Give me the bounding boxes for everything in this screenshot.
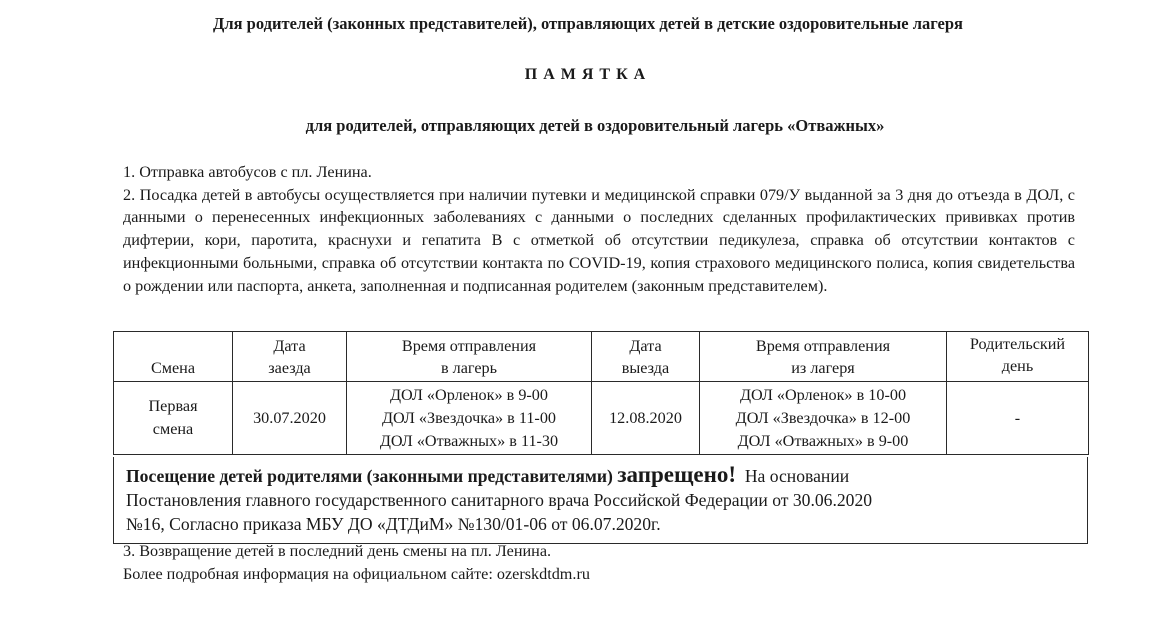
instruction-item-2: 2. Посадка детей в автобусы осуществляется при наличии путевки и медицинской справки 079/У выданной за 3 дня до отъезда в ДОЛ, с данными о перенесенных инфекционных заболеваниях с данными о последних сделанных профилактических прививках против дифтерии, кори, паротита, краснухи и гепатита В с отметкой об отсутствии педикулеза, справка об отсутствии контактов с инфекционными больными, справка об отсутствии контакта по COVID-19, копия страхового медицинского полиса, копия свидетельства о рождении или паспорта, анкета, заполненная и подписанная родителем (законным представителем). bbox=[123, 185, 1075, 295]
header-shift: Смена bbox=[114, 332, 233, 382]
header-departure-to-camp: Время отправления в лагерь bbox=[347, 332, 592, 382]
header-parent-day: Родительский день bbox=[947, 332, 1089, 382]
cell-leave-date: 12.08.2020 bbox=[592, 382, 700, 455]
visit-notice bbox=[113, 457, 1088, 544]
cell-arrival-date: 30.07.2020 bbox=[233, 382, 347, 455]
notice-bold-text: Посещение детей родителями (законными представителями) bbox=[126, 466, 613, 486]
header-departure-from-camp: Время отправления из лагеря bbox=[700, 332, 947, 382]
instructions bbox=[123, 161, 1075, 297]
header-arrival-date: Дата заезда bbox=[233, 332, 347, 382]
cell-shift: Первая смена bbox=[114, 382, 233, 455]
cell-departure-to-camp: ДОЛ «Орленок» в 9-00 ДОЛ «Звездочка» в 11-00 ДОЛ «Отважных» в 11-30 bbox=[347, 382, 592, 455]
cell-parent-day: - bbox=[947, 382, 1089, 455]
table-row bbox=[114, 382, 1089, 455]
notice-basis: На основании bbox=[744, 466, 850, 486]
instruction-item-1: 1. Отправка автобусов с пл. Ленина. bbox=[123, 163, 372, 181]
document-header: Для родителей (законных представителей), отправляющих детей в детские оздоровительные лагеря bbox=[213, 14, 963, 33]
memo-title: ПАМЯТКА bbox=[524, 66, 652, 83]
cell-departure-from-camp: ДОЛ «Орленок» в 10-00 ДОЛ «Звездочка» в 12-00 ДОЛ «Отважных» в 9-00 bbox=[700, 382, 947, 455]
notice-line-3: №16, Согласно приказа МБУ ДО «ДТДиМ» №130/01-06 от 06.07.2020г. bbox=[126, 514, 661, 534]
notice-line-2: Постановления главного государственного санитарного врача Российской Федерации от 30.06.2020 bbox=[126, 490, 873, 510]
notice-forbidden: запрещено! bbox=[617, 462, 737, 487]
header-leave-date: Дата выезда bbox=[592, 332, 700, 382]
schedule-table bbox=[113, 331, 1089, 455]
memo-subtitle: для родителей, отправляющих детей в оздоровительный лагерь «Отважных» bbox=[305, 116, 885, 135]
footer bbox=[123, 540, 590, 586]
more-info-text: Более подробная информация на официальном сайте: ozerskdtdm.ru bbox=[123, 565, 590, 583]
table-header-row bbox=[114, 332, 1089, 382]
instruction-item-3: 3. Возвращение детей в последний день смены на пл. Ленина. bbox=[123, 542, 552, 560]
